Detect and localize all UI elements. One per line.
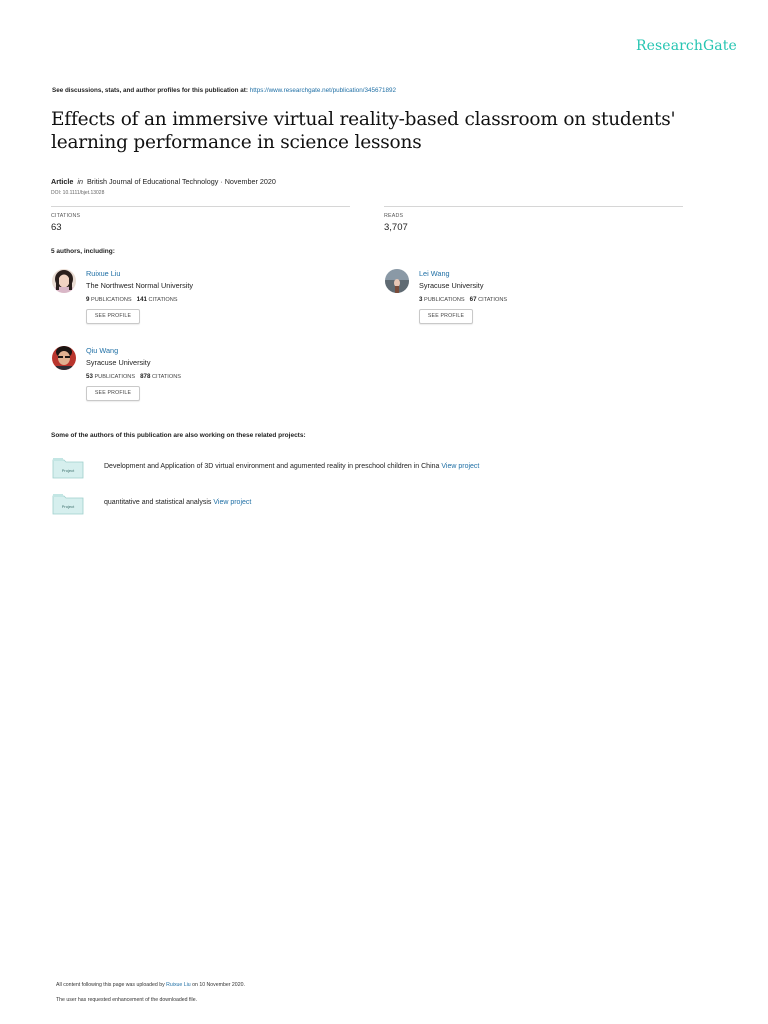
- author-name-link[interactable]: Qiu Wang: [86, 346, 119, 355]
- author-avatar[interactable]: [52, 269, 76, 293]
- publication-title: Effects of an immersive virtual reality-based classroom on students' learning performance in science lessons: [51, 109, 676, 153]
- in-word: in: [77, 177, 83, 186]
- citations-label: CITATIONS: [478, 297, 508, 303]
- project-title: quantitative and statistical analysis: [104, 499, 214, 506]
- author-card: [385, 269, 685, 329]
- author-avatar[interactable]: [385, 269, 409, 293]
- related-projects-heading: Some of the authors of this publication are also working on these related projects:: [51, 432, 306, 439]
- upload-note: [56, 982, 245, 988]
- reads-label: READS: [384, 213, 404, 219]
- view-project-link[interactable]: View project: [441, 463, 480, 470]
- project-item: [52, 493, 652, 517]
- author-institution: Syracuse University: [419, 281, 484, 290]
- publications-count: 9: [86, 296, 90, 303]
- author-institution: Syracuse University: [86, 358, 151, 367]
- author-institution: The Northwest Normal University: [86, 281, 194, 290]
- discussion-text: See discussions, stats, and author profiles for this publication at:: [52, 87, 250, 94]
- see-profile-button[interactable]: SEE PROFILE: [86, 386, 140, 401]
- upload-suffix: on 10 November 2020.: [190, 982, 245, 988]
- enhancement-note: The user has requested enhancement of the downloaded file.: [56, 997, 198, 1003]
- journal-date: British Journal of Educational Technology · November 2020: [86, 177, 276, 186]
- author-avatar[interactable]: [52, 346, 76, 370]
- publications-label: PUBLICATIONS: [94, 374, 136, 380]
- author-counts: [419, 296, 507, 303]
- publications-label: PUBLICATIONS: [91, 297, 132, 303]
- author-card: [52, 346, 352, 406]
- citations-label: CITATIONS: [148, 297, 178, 303]
- project-description: [104, 499, 251, 506]
- upload-prefix: All content following this page was uploaded by: [56, 982, 167, 988]
- doi: DOI: 10.1111/bjet.13028: [51, 190, 105, 196]
- project-icon-label: Project: [61, 468, 75, 473]
- publications-count: 53: [86, 373, 93, 380]
- see-profile-button[interactable]: SEE PROFILE: [419, 309, 473, 324]
- publication-url-link[interactable]: https://www.researchgate.net/publication/345671892: [249, 87, 397, 94]
- author-name-link[interactable]: Ruixue Liu: [86, 269, 121, 278]
- discussion-line: [52, 87, 396, 94]
- project-description: [104, 463, 479, 470]
- citations-count: 67: [469, 296, 477, 303]
- author-counts: [86, 296, 178, 303]
- project-folder-icon: [52, 457, 84, 479]
- citations-count: 141: [136, 296, 147, 303]
- researchgate-logo[interactable]: ResearchGate: [636, 38, 737, 54]
- citations-label: CITATIONS: [151, 374, 181, 380]
- project-item: [52, 457, 652, 481]
- uploader-link[interactable]: Ruixue Liu: [166, 982, 191, 988]
- publications-label: PUBLICATIONS: [424, 297, 465, 303]
- publication-type: Article: [51, 177, 74, 186]
- view-project-link[interactable]: View project: [213, 499, 252, 506]
- citations-value: 63: [51, 222, 62, 233]
- reads-divider: [384, 206, 683, 207]
- author-name-link[interactable]: Lei Wang: [419, 269, 450, 278]
- project-icon-label: Project: [61, 504, 75, 509]
- publication-meta: [51, 177, 276, 186]
- author-card: [52, 269, 352, 329]
- citations-label: CITATIONS: [51, 213, 81, 219]
- reads-value: 3,707: [384, 222, 408, 233]
- citations-divider: [51, 206, 350, 207]
- authors-heading: 5 authors, including:: [51, 248, 115, 255]
- author-counts: [86, 373, 181, 380]
- see-profile-button[interactable]: SEE PROFILE: [86, 309, 140, 324]
- project-title: Development and Application of 3D virtual environment and agumented reality in preschool children in China: [104, 463, 442, 470]
- publications-count: 3: [419, 296, 423, 303]
- citations-count: 878: [140, 373, 151, 380]
- project-folder-icon: [52, 493, 84, 515]
